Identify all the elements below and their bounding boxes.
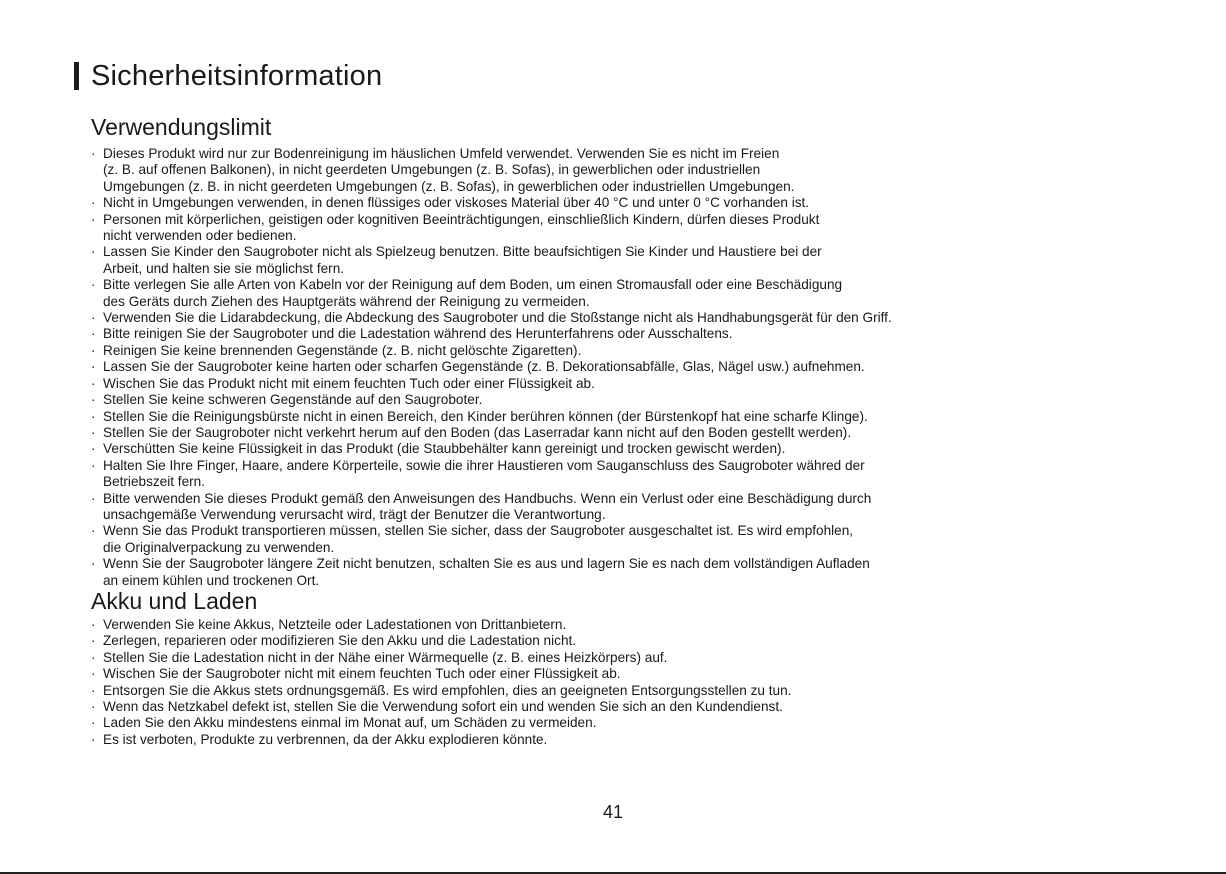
battery-charging-list xyxy=(91,617,1101,748)
list-item: · Stellen Sie die Reinigungsbürste nicht in einen Bereich, den Kinder berühren können (der Bürstenkopf hat eine scharfe Klinge). xyxy=(91,409,1101,425)
list-item: · Wenn das Netzkabel defekt ist, stellen Sie die Verwendung sofort ein und wenden Sie sich an den Kundendienst. xyxy=(91,699,1101,715)
usage-limit-list xyxy=(91,146,1101,589)
page-number: 41 xyxy=(602,802,624,822)
list-item: · Stellen Sie keine schweren Gegenstände auf den Saugroboter. xyxy=(91,392,1101,408)
page-title-text: Sicherheitsinformation xyxy=(91,60,383,92)
list-item: · Entsorgen Sie die Akkus stets ordnungsgemäß. Es wird empfohlen, dies an geeigneten Entsorgungsstellen zu tun. xyxy=(91,683,1101,699)
list-item: · Lassen Sie Kinder den Saugroboter nicht als Spielzeug benutzen. Bitte beaufsichtigen Sie Kinder und Haustiere bei der Arbeit, und halten sie sie möglichst fern. xyxy=(91,244,1101,277)
list-item: · Stellen Sie der Saugroboter nicht verkehrt herum auf den Boden (das Laserradar kann nicht auf den Boden gestellt werden). xyxy=(91,425,1101,441)
section-heading-verwendungslimit: Verwendungslimit xyxy=(91,114,272,140)
list-item: · Halten Sie Ihre Finger, Haare, andere Körperteile, sowie die ihrer Haustieren vom Sauganschluss des Saugroboter währed der Betriebszeit fern. xyxy=(91,458,1101,491)
list-item: · Verwenden Sie keine Akkus, Netzteile oder Ladestationen von Drittanbietern. xyxy=(91,617,1101,633)
list-item: · Verwenden Sie die Lidarabdeckung, die Abdeckung des Saugroboter und die Stoßstange nicht als Handhabungsgerät für den Griff. xyxy=(91,310,1101,326)
list-item: · Verschütten Sie keine Flüssigkeit in das Produkt (die Staubbehälter kann gereinigt und trocken gewischt werden). xyxy=(91,441,1101,457)
list-item: · Zerlegen, reparieren oder modifizieren Sie den Akku und die Ladestation nicht. xyxy=(91,633,1101,649)
page-title xyxy=(74,58,382,94)
list-item: · Wenn Sie das Produkt transportieren müssen, stellen Sie sicher, dass der Saugroboter ausgeschaltet ist. Es wird empfohlen, die Originalverpackung zu verwenden. xyxy=(91,523,1101,556)
list-item: · Bitte reinigen Sie der Saugroboter und die Ladestation während des Herunterfahrens oder Ausschaltens. xyxy=(91,326,1101,342)
list-item: · Lassen Sie der Saugroboter keine harten oder scharfen Gegenstände (z. B. Dekorationsabfälle, Glas, Nägel usw.) aufnehmen. xyxy=(91,359,1101,375)
list-item: · Nicht in Umgebungen verwenden, in denen flüssiges oder viskoses Material über 40 °C und unter 0 °C vorhanden ist. xyxy=(91,195,1101,211)
list-item: · Wenn Sie der Saugroboter längere Zeit nicht benutzen, schalten Sie es aus und lagern Sie es nach dem vollständigen Aufladen an einem kühlen und trockenen Ort. xyxy=(91,556,1101,589)
section-heading-akku-und-laden: Akku und Laden xyxy=(91,588,258,614)
title-accent-bar xyxy=(74,62,79,90)
list-item: · Personen mit körperlichen, geistigen oder kognitiven Beeinträchtigungen, einschließlich Kindern, dürfen dieses Produkt nicht verwenden oder bedienen. xyxy=(91,212,1101,245)
list-item: · Wischen Sie der Saugroboter nicht mit einem feuchten Tuch oder einer Flüssigkeit ab. xyxy=(91,666,1101,682)
list-item: · Bitte verlegen Sie alle Arten von Kabeln vor der Reinigung auf dem Boden, um einen Stromausfall oder eine Beschädigung des Geräts durch Ziehen des Hauptgeräts während der Reinigung zu vermeiden. xyxy=(91,277,1101,310)
list-item: · Reinigen Sie keine brennenden Gegenstände (z. B. nicht gelöschte Zigaretten). xyxy=(91,343,1101,359)
list-item: · Es ist verboten, Produkte zu verbrennen, da der Akku explodieren könnte. xyxy=(91,732,1101,748)
list-item: · Laden Sie den Akku mindestens einmal im Monat auf, um Schäden zu vermeiden. xyxy=(91,715,1101,731)
list-item: · Dieses Produkt wird nur zur Bodenreinigung im häuslichen Umfeld verwendet. Verwenden Sie es nicht im Freien (z. B. auf offenen Balkonen), in nicht geerdeten Umgebungen (z. B. Sofas), in gewerblichen oder industriellen Umgebungen (z. B. in nicht geerdeten Umgebungen (z. B. Sofas), in gewerblichen oder industriellen Umgebungen. xyxy=(91,146,1101,195)
list-item: · Stellen Sie die Ladestation nicht in der Nähe einer Wärmequelle (z. B. eines Heizkörpers) auf. xyxy=(91,650,1101,666)
list-item: · Bitte verwenden Sie dieses Produkt gemäß den Anweisungen des Handbuchs. Wenn ein Verlust oder eine Beschädigung durch unsachgemäße Verwendung verursacht wird, trägt der Benutzer die Verantwortung. xyxy=(91,491,1101,524)
list-item: · Wischen Sie das Produkt nicht mit einem feuchten Tuch oder einer Flüssigkeit ab. xyxy=(91,376,1101,392)
